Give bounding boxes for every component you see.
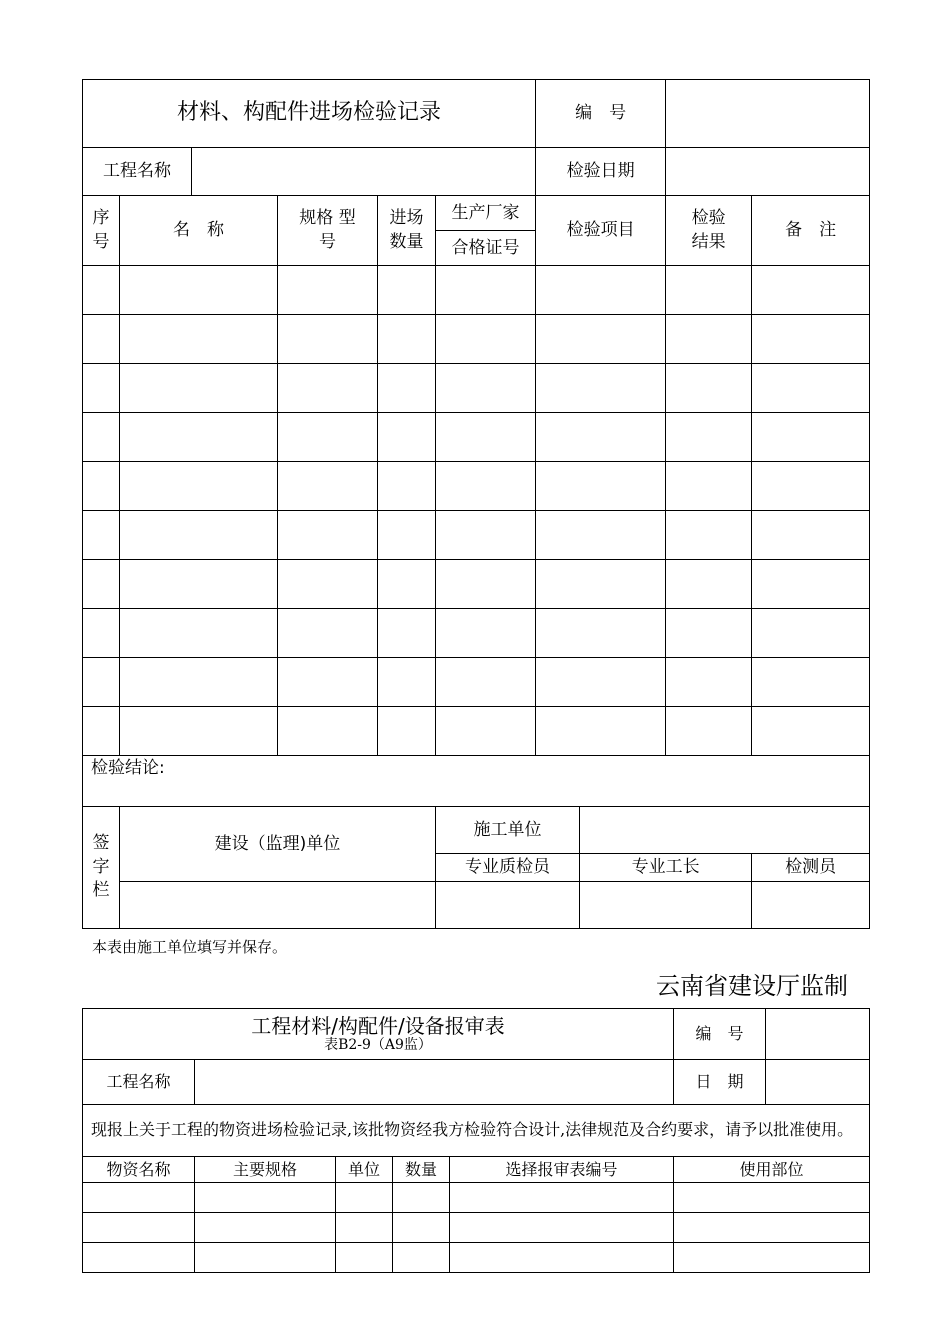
main-spec-cell[interactable] <box>195 1213 336 1243</box>
spec-cell[interactable] <box>278 315 378 364</box>
maker-cert-cell[interactable] <box>436 511 536 560</box>
inspection-date-label: 检验日期 <box>536 148 666 196</box>
maker-cert-cell[interactable] <box>436 462 536 511</box>
qty-cell[interactable] <box>378 315 436 364</box>
material-name-cell[interactable] <box>83 1183 195 1213</box>
project-name-label: 工程名称 <box>83 148 192 196</box>
seq-cell[interactable] <box>83 609 120 658</box>
unit-cell[interactable] <box>336 1183 393 1213</box>
approval-code-label: 编 号 <box>674 1009 766 1060</box>
contractor-field[interactable] <box>580 807 870 854</box>
seq-cell[interactable] <box>83 462 120 511</box>
spec-cell[interactable] <box>278 609 378 658</box>
remark-cell[interactable] <box>752 462 870 511</box>
spec-cell[interactable] <box>278 364 378 413</box>
remark-cell[interactable] <box>752 266 870 315</box>
unit-cell[interactable] <box>336 1213 393 1243</box>
seq-cell[interactable] <box>83 315 120 364</box>
maker-cert-cell[interactable] <box>436 658 536 707</box>
approval-code-field[interactable] <box>766 1009 870 1060</box>
conclusion-label: 检验结论: <box>91 758 165 778</box>
remark-cell[interactable] <box>752 560 870 609</box>
maker-cert-cell[interactable] <box>436 413 536 462</box>
footnote: 本表由施工单位填写并保存。 <box>92 938 288 956</box>
result-cell[interactable] <box>666 560 752 609</box>
table-row <box>83 462 870 511</box>
name-cell[interactable] <box>120 413 278 462</box>
spec-cell[interactable] <box>278 658 378 707</box>
usage-cell[interactable] <box>674 1243 870 1273</box>
inspection-date-field[interactable] <box>666 148 870 196</box>
result-cell[interactable] <box>666 413 752 462</box>
table-row <box>83 658 870 707</box>
approval-date-label: 日 期 <box>674 1060 766 1105</box>
foreman-label: 专业工长 <box>580 854 752 882</box>
approval-title-cell <box>83 1009 674 1060</box>
table-row <box>83 266 870 315</box>
table-row <box>83 560 870 609</box>
seq-cell[interactable] <box>83 560 120 609</box>
header-material-name: 物资名称 <box>83 1157 195 1183</box>
item-cell[interactable] <box>536 658 666 707</box>
qty-cell[interactable] <box>378 560 436 609</box>
result-cell[interactable] <box>666 364 752 413</box>
qty-cell[interactable] <box>378 413 436 462</box>
qty-cell[interactable] <box>378 266 436 315</box>
header-remark: 备 注 <box>752 196 870 266</box>
table-row <box>83 511 870 560</box>
remark-cell[interactable] <box>752 364 870 413</box>
main-spec-cell[interactable] <box>195 1183 336 1213</box>
maker-cert-cell[interactable] <box>436 560 536 609</box>
qty-cell[interactable] <box>378 462 436 511</box>
form-number-cell[interactable] <box>450 1243 674 1273</box>
name-cell[interactable] <box>120 658 278 707</box>
item-cell[interactable] <box>536 560 666 609</box>
remark-cell[interactable] <box>752 511 870 560</box>
result-cell[interactable] <box>666 658 752 707</box>
contractor-label: 施工单位 <box>436 807 580 854</box>
name-cell[interactable] <box>120 462 278 511</box>
name-cell[interactable] <box>120 315 278 364</box>
spec-cell[interactable] <box>278 266 378 315</box>
table-row <box>83 707 870 756</box>
sign-column: 签 字 栏 <box>83 807 120 929</box>
item-cell[interactable] <box>536 315 666 364</box>
usage-cell[interactable] <box>674 1183 870 1213</box>
header-form-number: 选择报审表编号 <box>450 1157 674 1183</box>
qc-sign-field[interactable] <box>436 882 580 929</box>
name-cell[interactable] <box>120 560 278 609</box>
qty-cell[interactable] <box>378 609 436 658</box>
item-cell[interactable] <box>536 511 666 560</box>
quantity-cell[interactable] <box>393 1183 450 1213</box>
header-main-spec: 主要规格 <box>195 1157 336 1183</box>
quantity-cell[interactable] <box>393 1213 450 1243</box>
name-cell[interactable] <box>120 511 278 560</box>
owner-unit-label: 建设（监理)单位 <box>120 807 436 882</box>
qty-cell[interactable] <box>378 658 436 707</box>
result-cell[interactable] <box>666 511 752 560</box>
header-qty: 进场 数量 <box>378 196 436 266</box>
conclusion-cell[interactable] <box>83 756 870 807</box>
approval-subtitle: 表B2-9（A9监） <box>324 1036 432 1053</box>
table-row <box>83 413 870 462</box>
result-cell[interactable] <box>666 315 752 364</box>
quantity-cell[interactable] <box>393 1243 450 1273</box>
name-cell[interactable] <box>120 707 278 756</box>
issuer-label: 云南省建设厅监制 <box>656 972 848 1000</box>
approval-project-label: 工程名称 <box>83 1060 195 1105</box>
tester-sign-field[interactable] <box>752 882 870 929</box>
item-cell[interactable] <box>536 707 666 756</box>
header-result: 检验 结果 <box>666 196 752 266</box>
header-usage: 使用部位 <box>674 1157 870 1183</box>
code-field[interactable] <box>666 80 870 148</box>
item-cell[interactable] <box>536 364 666 413</box>
header-seq: 序 号 <box>83 196 120 266</box>
qc-label: 专业质检员 <box>436 854 580 882</box>
approval-statement: 现报上关于工程的物资进场检验记录,该批物资经我方检验符合设计,法律规范及合约要求，请予以批准使用。 <box>83 1105 870 1157</box>
maker-cert-cell[interactable] <box>436 707 536 756</box>
seq-cell[interactable] <box>83 413 120 462</box>
material-name-cell[interactable] <box>83 1213 195 1243</box>
header-unit: 单位 <box>336 1157 393 1183</box>
name-cell[interactable] <box>120 266 278 315</box>
spec-cell[interactable] <box>278 511 378 560</box>
result-cell[interactable] <box>666 462 752 511</box>
maker-cert-cell[interactable] <box>436 266 536 315</box>
table-row <box>83 1213 870 1243</box>
material-approval-table <box>82 1008 870 1273</box>
result-cell[interactable] <box>666 707 752 756</box>
remark-cell[interactable] <box>752 609 870 658</box>
name-cell[interactable] <box>120 609 278 658</box>
table-row <box>83 315 870 364</box>
code-label: 编 号 <box>536 80 666 148</box>
remark-cell[interactable] <box>752 413 870 462</box>
result-cell[interactable] <box>666 266 752 315</box>
project-name-field[interactable] <box>192 148 536 196</box>
approval-title: 工程材料/构配件/设备报审表 <box>251 1013 505 1038</box>
maker-cert-cell[interactable] <box>436 609 536 658</box>
usage-cell[interactable] <box>674 1213 870 1243</box>
remark-cell[interactable] <box>752 707 870 756</box>
item-cell[interactable] <box>536 266 666 315</box>
seq-cell[interactable] <box>83 511 120 560</box>
result-cell[interactable] <box>666 609 752 658</box>
spec-cell[interactable] <box>278 707 378 756</box>
table-row <box>83 364 870 413</box>
header-quantity: 数量 <box>393 1157 450 1183</box>
main-spec-cell[interactable] <box>195 1243 336 1273</box>
item-cell[interactable] <box>536 462 666 511</box>
remark-cell[interactable] <box>752 315 870 364</box>
remark-cell[interactable] <box>752 658 870 707</box>
header-maker: 生产厂家 <box>436 196 536 231</box>
form-title: 材料、构配件进场检验记录 <box>83 80 536 148</box>
item-cell[interactable] <box>536 413 666 462</box>
seq-cell[interactable] <box>83 266 120 315</box>
header-item: 检验项目 <box>536 196 666 266</box>
spec-cell[interactable] <box>278 560 378 609</box>
qty-cell[interactable] <box>378 511 436 560</box>
name-cell[interactable] <box>120 364 278 413</box>
header-name: 名 称 <box>120 196 278 266</box>
unit-cell[interactable] <box>336 1243 393 1273</box>
item-cell[interactable] <box>536 609 666 658</box>
qty-cell[interactable] <box>378 707 436 756</box>
seq-cell[interactable] <box>83 658 120 707</box>
inspection-record-table <box>82 79 870 929</box>
form-number-cell[interactable] <box>450 1213 674 1243</box>
maker-cert-cell[interactable] <box>436 315 536 364</box>
header-cert: 合格证号 <box>436 231 536 266</box>
seq-cell[interactable] <box>83 707 120 756</box>
foreman-sign-field[interactable] <box>580 882 752 929</box>
seq-cell[interactable] <box>83 364 120 413</box>
header-spec: 规格 型 号 <box>278 196 378 266</box>
spec-cell[interactable] <box>278 413 378 462</box>
approval-date-field[interactable] <box>766 1060 870 1105</box>
qty-cell[interactable] <box>378 364 436 413</box>
approval-project-field[interactable] <box>195 1060 674 1105</box>
tester-label: 检测员 <box>752 854 870 882</box>
table-row <box>83 609 870 658</box>
maker-cert-cell[interactable] <box>436 364 536 413</box>
table-row <box>83 1243 870 1273</box>
owner-sign-field[interactable] <box>120 882 436 929</box>
table-row <box>83 1183 870 1213</box>
form-number-cell[interactable] <box>450 1183 674 1213</box>
material-name-cell[interactable] <box>83 1243 195 1273</box>
spec-cell[interactable] <box>278 462 378 511</box>
